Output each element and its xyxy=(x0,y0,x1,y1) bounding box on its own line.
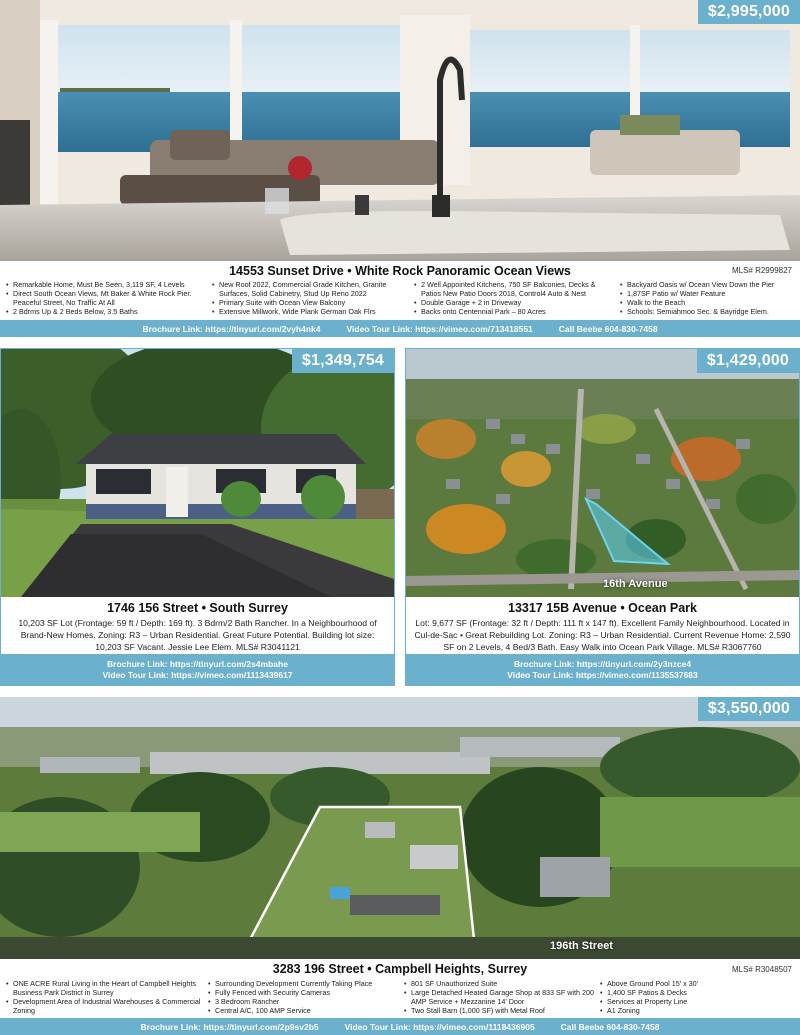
feature-item: • 2 Well Appointed Kitchens, 750 SF Balconies, Decks & Patios New Patio Doors 2018, Control4 Auto & Nest xyxy=(414,280,614,298)
video-tour-link[interactable]: Video Tour Link: https://vimeo.com/1113439617 xyxy=(102,669,293,680)
price-badge: $1,429,000 xyxy=(697,349,799,373)
listing-card-15b-avenue xyxy=(405,348,800,686)
mls-number: MLS# R3048507 xyxy=(731,965,792,974)
feature-item: • Remarkable Home, Must Be Seen, 3,119 SF, 4 Levels xyxy=(6,280,206,289)
listing-card-sunset-drive xyxy=(0,0,800,337)
listing-photo-kitchen-ocean-view[interactable] xyxy=(0,0,800,261)
feature-column-3 xyxy=(414,280,614,316)
link-bar xyxy=(1,654,394,685)
brochure-link[interactable]: Brochure Link: https://tinyurl.com/2p9sv2b5 xyxy=(140,1021,319,1032)
listing-card-156-street xyxy=(0,348,395,686)
street-label: 16th Avenue xyxy=(603,578,668,590)
feature-item: • Extensive Millwork, Wide Plank German Oak Flrs xyxy=(212,307,408,316)
feature-item: • Direct South Ocean Views, Mt Baker & White Rock Pier. Peaceful Street, No Traffic At All xyxy=(6,289,206,307)
feature-column-2 xyxy=(212,280,408,316)
feature-column-4 xyxy=(620,280,796,316)
street-label: 196th Street xyxy=(550,940,613,952)
call-agent-text: Call Beebe 604-830-7458 xyxy=(560,1021,660,1032)
feature-item: • Double Garage + 2 in Driveway xyxy=(414,298,614,307)
feature-item: • 1,400 SF Patios & Decks xyxy=(600,988,790,997)
listing-title: 13317 15B Avenue • Ocean Park xyxy=(508,601,697,615)
video-tour-link[interactable]: Video Tour Link: https://vimeo.com/1118436905 xyxy=(344,1021,535,1032)
feature-item: • Backyard Oasis w/ Ocean View Down the Pier xyxy=(620,280,796,289)
feature-item: • ONE ACRE Rural Living in the Heart of Campbell Heights Business Park District in Surrey xyxy=(6,979,202,997)
acreage-photo-illustration xyxy=(0,697,800,959)
feature-item: • A1 Zoning xyxy=(600,1006,790,1015)
feature-list xyxy=(6,979,796,1015)
listing-description: 10,203 SF Lot (Frontage: 59 ft / Depth: 169 ft). 3 Bdrm/2 Bath Rancher. In a Neighbourhood of Brand-New Homes. Zoning: R3 – Urban Residential. Great Future Potential. Building lot size: 10,203 SF Vacant. Jessie Lee Elem. MLS# R3041121 xyxy=(18,618,377,652)
listing-photo-rancher[interactable] xyxy=(1,349,394,597)
feature-item: • Large Detached Heated Garage Shop at 833 SF with 200 AMP Service + Mezzanine 14' Door xyxy=(404,988,594,1006)
video-tour-link[interactable]: Video Tour Link: https://vimeo.com/1135537683 xyxy=(507,669,698,680)
feature-item: • Walk to the Beach xyxy=(620,298,796,307)
feature-item: • 2 Bdrms Up & 2 Beds Below, 3.5 Baths xyxy=(6,307,206,316)
feature-item: • Central A/C, 100 AMP Service xyxy=(208,1006,398,1015)
feature-item: • 1,87SF Patio w/ Water Feature xyxy=(620,289,796,298)
feature-item: • Development Area of Industrial Warehouses & Commercial Zoning xyxy=(6,997,202,1015)
brochure-link[interactable]: Brochure Link: https://tinyurl.com/2s4mbahe xyxy=(107,658,288,669)
feature-item: • New Roof 2022, Commercial Grade Kitchen, Granite Surfaces, Solid Cabinetry, Stud Up Reno 2022 xyxy=(212,280,408,298)
link-bar xyxy=(0,320,800,337)
brochure-link[interactable]: Brochure Link: https://tinyurl.com/2vyh4nk4 xyxy=(142,323,321,334)
video-tour-link[interactable]: Video Tour Link: https://vimeo.com/713418551 xyxy=(346,323,533,334)
price-badge: $3,550,000 xyxy=(698,697,800,721)
feature-item: • Above Ground Pool 15' x 30' xyxy=(600,979,790,988)
feature-item: • Surrounding Development Currently Taking Place xyxy=(208,979,398,988)
feature-item: • Primary Suite with Ocean View Balcony xyxy=(212,298,408,307)
listing-title: 14553 Sunset Drive • White Rock Panoramic Ocean Views xyxy=(229,264,571,278)
listing-title: 1746 156 Street • South Surrey xyxy=(107,601,288,615)
listing-card-196-street xyxy=(0,697,800,1035)
rancher-photo-illustration xyxy=(1,349,394,597)
price-badge: $2,995,000 xyxy=(698,0,800,24)
kitchen-photo-illustration xyxy=(0,0,800,261)
call-agent-text: Call Beebe 604-830-7458 xyxy=(558,323,658,334)
listing-title: 3283 196 Street • Campbell Heights, Surrey xyxy=(272,962,528,976)
feature-column-1 xyxy=(6,280,206,316)
feature-list xyxy=(6,280,796,316)
feature-column-2 xyxy=(208,979,398,1015)
link-bar xyxy=(0,1018,800,1035)
feature-column-4 xyxy=(600,979,790,1015)
aerial-photo-illustration xyxy=(406,349,799,597)
price-badge: $1,349,754 xyxy=(292,349,394,373)
feature-item: • Backs onto Centennial Park – 80 Acres xyxy=(414,307,614,316)
feature-column-1 xyxy=(6,979,202,1015)
listing-photo-aerial-neighbourhood[interactable] xyxy=(406,349,799,597)
brochure-link[interactable]: Brochure Link: https://tinyurl.com/2y3nzce4 xyxy=(513,658,692,669)
listing-description: Lot: 9,677 SF (Frontage: 32 ft / Depth: 111 ft x 147 ft). Excellent Family Neighbourhood. Located in Cul-de-Sac • Great Rebuilding Lot. Zoning: R3 – Urban Residential. Current Revenue Home: 2,590 SF on 2 Levels, 4 Bed/3 Bath. Easy Walk into Ocean Park Village. MLS# R3067760 xyxy=(414,618,791,652)
feature-item: • Fully Fenced with Security Cameras xyxy=(208,988,398,997)
feature-item: • Two Stall Barn (1,000 SF) with Metal Roof xyxy=(404,1006,594,1015)
listing-photo-aerial-acreage[interactable] xyxy=(0,697,800,959)
mls-number: MLS# R2999827 xyxy=(731,266,792,275)
feature-item: • 3 Bedroom Rancher xyxy=(208,997,398,1006)
feature-item: • Schools: Semiahmoo Sec. & Bayridge Elem. xyxy=(620,307,796,316)
feature-item: • 801 SF Unauthorized Suite xyxy=(404,979,594,988)
feature-column-3 xyxy=(404,979,594,1015)
feature-item: • Services at Property Line xyxy=(600,997,790,1006)
link-bar xyxy=(406,654,799,685)
